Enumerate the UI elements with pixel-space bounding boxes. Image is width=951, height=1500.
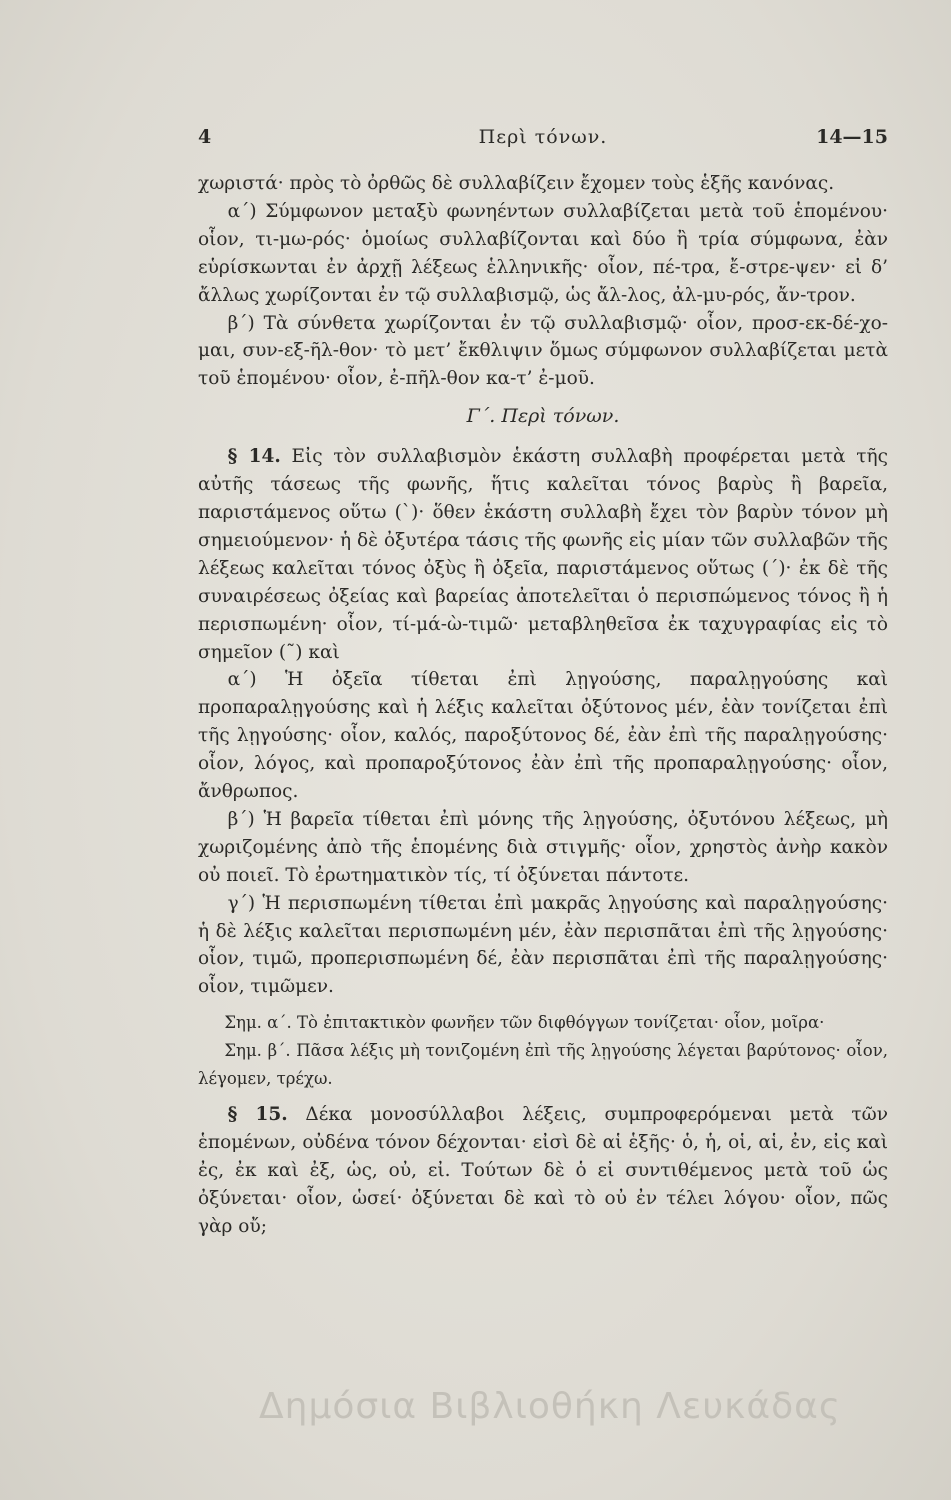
section-15-text: Δέκα μονοσύλλαβοι λέξεις, συμπροφερόμεναι μετὰ τῶν ἑπομένων, οὐδένα τόνον δέχονται· εἰσὶ δὲ αἱ ἑξῆς· ὁ, ἡ, οἱ, αἱ, ἐν, εἰς καὶ ἐς, ἐκ καὶ ἐξ, ὡς, οὐ, εἰ. Τούτων δὲ ὁ εἰ συντιθέμενος μετὰ τοῦ ὡς ὀξύνεται· οἷον, ὡσεί· ὀξύνεται δὲ καὶ τὸ οὐ ἐν τέλει λόγου· οἷον, πῶς γὰρ οὔ;: [198, 1104, 888, 1237]
paragraph-section-14: [198, 443, 888, 666]
page-number: 4: [198, 126, 212, 148]
section-14-mark: § 14.: [227, 446, 281, 468]
paragraph-intro: χωριστά· πρὸς τὸ ὀρθῶς δὲ συλλαβίζειν ἔχομεν τοὺς ἑξῆς κανόνας.: [198, 173, 835, 194]
rule-beta-grave: β΄) Ἡ βαρεῖα τίθεται ἐπὶ μόνης τῆς λῃγούσης, ὀξυτόνου λέξεως, μὴ χωριζομένης ἀπὸ τῆς ἑπομένης διὰ στιγμῆς· οἷον, χρηστὸς ἀνὴρ κακὸν οὐ ποιεῖ. Τὸ ἐρωτηματικὸν τίς, τί ὀξύνεται πάντοτε.: [198, 808, 888, 886]
section-title: Γ΄. Περὶ τόνων.: [466, 405, 620, 428]
rule-gamma-circumflex: γ΄) Ἡ περισπωμένη τίθεται ἐπὶ μακρᾶς λῃγούσης καὶ παραλῃγούσης· ἡ δὲ λέξις καλεῖται περισπωμένη μέν, ἐὰν περισπᾶται ἐπὶ τῆς λῃγούσης· οἷον, τιμῶ, προπερισπωμένη δέ, ἐὰν περισπᾶται ἐπὶ τῆς παραλῃγούσης· οἷον, τιμῶμεν.: [198, 892, 888, 998]
note-beta: Σημ. β΄. Πᾶσα λέξις μὴ τονιζομένη ἐπὶ τῆς λῃγούσης λέγεται βαρύτονος· οἷον, λέγομεν, τρέχω.: [198, 1041, 888, 1089]
section-15-mark: § 15.: [227, 1104, 288, 1125]
page-body: [198, 170, 888, 1241]
page-header: [198, 126, 888, 156]
note-alpha: Σημ. α΄. Τὸ ἐπιτακτικὸν φωνῆεν τῶν διφθόγγων τονίζεται· οἷον, μοῖρα·: [224, 1013, 825, 1033]
running-title: Περὶ τόνων.: [478, 126, 608, 148]
paragraph-section-15: [198, 1101, 888, 1241]
library-watermark: Δημόσια Βιβλιοθήκη Λευκάδας: [259, 1386, 841, 1427]
rule-alpha-acute: α΄) Ἡ ὀξεῖα τίθεται ἐπὶ λῃγούσης, παραλῃγούσης καὶ προπαραλῃγούσης καὶ ἡ λέξις καλεῖται ὀξύτονος μέν, ἐὰν τονίζεται ἐπὶ τῆς λῃγούσης· οἷον, καλός, παροξύτονος δέ, ἐὰν ἐπὶ τῆς παραλῃγούσης· οἷον, λόγος, καὶ προπαροξύτονος ἐὰν ἐπὶ τῆς προπαραλῃγούσης· οἷον, ἄνθρωπος.: [198, 669, 888, 803]
section-range: 14—15: [816, 126, 888, 148]
rule-beta-compounds: β΄) Τὰ σύνθετα χωρίζονται ἐν τῷ συλλαβισμῷ· οἷον, προσ-εκ-δέ-χο-μαι, συν-εξ-ῆλ-θον· τὸ μετ’ ἔκθλιψιν ὅμως σύμφωνον συλλαβίζεται μετὰ τοῦ ἑπομένου· οἷον, ἐ-πῆλ-θον κα-τ’ ἐ-μοῦ.: [198, 312, 888, 390]
section-14-text: Εἰς τὸν συλλαβισμὸν ἑκάστη συλλαβὴ προφέρεται μετὰ τῆς αὐτῆς τάσεως τῆς φωνῆς, ἥτις καλεῖται τόνος βαρὺς ἢ βαρεῖα, παριστάμενος οὕτω (`)· ὅθεν ἑκάστη συλλαβὴ ἔχει τὸν βαρὺν τόνον μὴ σημειούμενον· ἡ δὲ ὀξυτέρα τάσις τῆς φωνῆς εἰς μίαν τῶν συλλαβῶν τῆς λέξεως καλεῖται τόνος ὀξὺς ἢ ὀξεῖα, παριστάμενος οὕτως (΄)· ἐκ δὲ τῆς συναιρέσεως ὀξείας καὶ βαρείας ἀποτελεῖται ὁ περισπώμενος τόνος ἢ ἡ περισπωμένη· οἷον, τί-μά-ὼ-τιμῶ· μεταβληθεῖσα ἐκ ταχυγραφίας εἰς τὸ σημεῖον (῀) καὶ: [198, 446, 888, 663]
rule-alpha-syllabification: α΄) Σύμφωνον μεταξὺ φωνηέντων συλλαβίζεται μετὰ τοῦ ἑπομένου· οἷον, τι-μω-ρός· ὁμοίως συλλαβίζονται καὶ δύο ἢ τρία σύμφωνα, ἐὰν εὑρίσκωνται ἐν ἀρχῇ λέξεως ἑλληνικῆς· οἷον, πέ-τρα, ἔ-στρε-ψεν· εἰ δ’ ἄλλως χωρίζονται ἐν τῷ συλλαβισμῷ, ὡς ἄλ-λος, ἀλ-μυ-ρός, ἄν-τρον.: [198, 200, 888, 306]
